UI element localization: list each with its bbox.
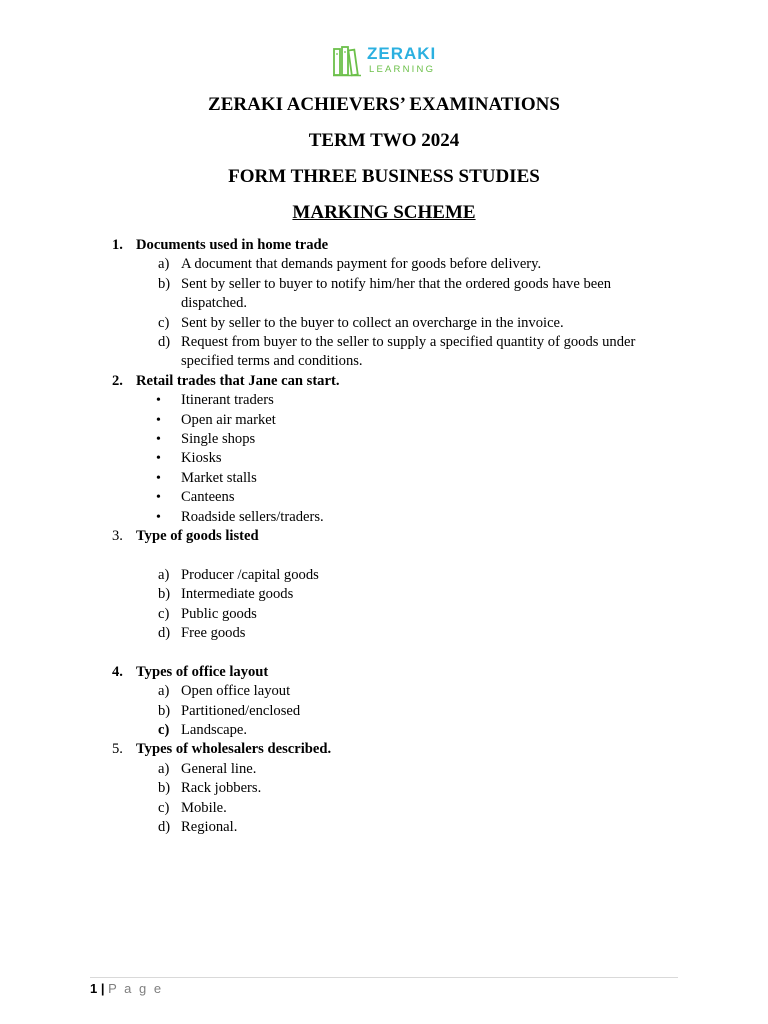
item-text: Landscape. [181,722,248,739]
item-marker: b) [158,275,171,292]
answer-item [0,605,768,624]
marking-scheme-body [0,236,768,837]
item-marker: d) [158,625,171,642]
item-text: Intermediate goods [181,586,294,603]
bullet-marker: • [156,451,161,467]
question-heading [0,236,768,255]
item-text: Single shops [181,431,256,448]
question-title: Types of office layout [136,663,269,680]
answer-item [0,255,768,274]
bullet-marker: • [156,490,161,506]
spacer [0,643,768,662]
item-marker: a) [158,760,170,777]
question-title: Retail trades that Jane can start. [136,372,340,389]
footer-separator: | [100,981,105,996]
question-number: 5. [112,741,123,758]
item-marker: b) [158,586,171,603]
answer-item [0,585,768,604]
item-text: General line. [181,760,257,777]
logo-name: ZERAKI [367,44,437,63]
item-marker: a) [158,683,170,700]
answer-item [0,275,768,314]
answer-item [0,314,768,333]
item-marker: c) [158,722,170,739]
answer-item [0,760,768,779]
answer-item [0,508,768,527]
item-text: Sent by seller to the buyer to collect an overcharge in the invoice. [181,314,564,331]
answer-item [0,799,768,818]
exam-title: ZERAKI ACHIEVERS’ EXAMINATIONS [208,94,560,115]
question-title: Type of goods listed [136,528,259,545]
question-heading [0,527,768,546]
answer-item [0,391,768,410]
answer-item [0,624,768,643]
item-marker: b) [158,780,171,797]
answer-item [0,411,768,430]
answer-item [0,818,768,837]
zeraki-logo [332,44,436,76]
item-text: Open air market [181,411,276,428]
item-text: Market stalls [181,469,257,486]
answer-item [0,333,768,372]
question-heading [0,663,768,682]
item-text: Partitioned/enclosed [181,702,301,719]
answer-item [0,682,768,701]
item-text: Itinerant traders [181,392,274,409]
question-number: 2. [112,372,123,389]
page-footer [90,981,163,996]
question-title: Documents used in home trade [136,237,329,253]
item-text: Regional. [181,819,238,836]
item-text: Canteens [181,489,235,506]
item-text: Sent by seller to buyer to notify him/her that the ordered goods have been dispatched. [181,275,611,312]
question-title: Types of wholesalers described. [136,741,332,758]
answer-item [0,566,768,585]
item-text: Mobile. [181,799,227,816]
item-text: Free goods [181,625,246,642]
question-heading [0,372,768,391]
answer-item [0,702,768,721]
books-icon [332,45,362,77]
answer-item [0,488,768,507]
bullet-marker: • [156,393,161,409]
question-number: 1. [112,237,123,253]
item-marker: d) [158,334,171,351]
item-text: Open office layout [181,683,291,700]
item-text: A document that demands payment for goods before delivery. [181,256,542,273]
item-marker: a) [158,566,170,583]
page-label: P a g e [108,981,164,996]
item-text: Request from buyer to the seller to supply a specified quantity of goods under specified terms and conditions. [181,334,636,370]
answer-item [0,449,768,468]
term-title: TERM TWO 2024 [308,130,460,151]
item-marker: c) [158,605,170,622]
answer-item [0,779,768,798]
item-marker: b) [158,702,171,719]
question-number: 3. [112,528,123,545]
item-text: Rack jobbers. [181,780,262,797]
answer-item [0,469,768,488]
bullet-marker: • [156,470,161,486]
footer-divider [90,977,678,978]
answer-item [0,721,768,740]
bullet-marker: • [156,432,161,448]
item-text: Producer /capital goods [181,566,319,583]
spacer [0,546,768,565]
subject-title: FORM THREE BUSINESS STUDIES [228,166,540,187]
bullet-marker: • [156,412,161,428]
item-marker: c) [158,314,170,331]
item-text: Public goods [181,605,257,622]
item-marker: c) [158,799,170,816]
logo-subtitle: LEARNING [369,64,436,75]
marking-scheme-title: MARKING SCHEME [292,202,476,223]
question-number: 4. [112,663,123,680]
bullet-marker: • [156,509,161,525]
item-marker: d) [158,819,171,836]
item-marker: a) [158,256,170,273]
item-text: Kiosks [181,450,222,467]
item-text: Roadside sellers/traders. [181,508,324,525]
question-heading [0,740,768,759]
answer-item [0,430,768,449]
page-number: 1 [90,981,98,996]
